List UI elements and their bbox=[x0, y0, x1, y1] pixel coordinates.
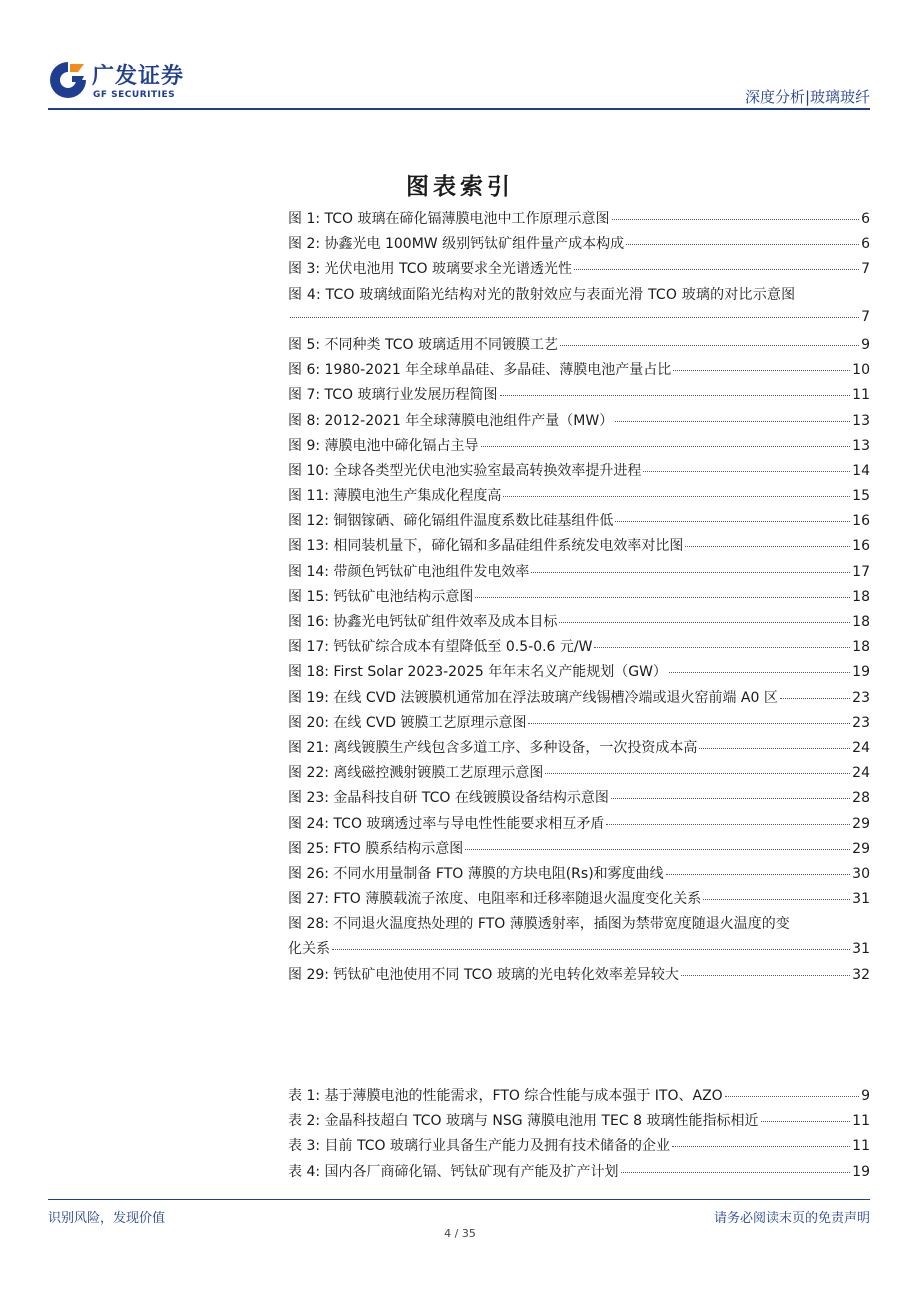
toc-leader-dots bbox=[500, 395, 851, 396]
toc-leader-dots bbox=[531, 572, 850, 573]
toc-entry[interactable] bbox=[288, 258, 870, 283]
toc-entry-label: 图 9: 薄膜电池中碲化镉占主导 bbox=[288, 437, 479, 454]
toc-entry[interactable] bbox=[288, 863, 870, 888]
toc-leader-dots bbox=[528, 723, 850, 724]
toc-entry[interactable] bbox=[288, 737, 870, 762]
toc-page-number: 31 bbox=[852, 891, 870, 908]
toc-entry-label-tail: 化关系 bbox=[288, 941, 330, 958]
toc-entry[interactable] bbox=[288, 1135, 870, 1160]
toc-leader-dots bbox=[503, 496, 850, 497]
toc-entry-label: 图 12: 铜铟镓硒、碲化镉组件温度系数比硅基组件低 bbox=[288, 513, 614, 530]
toc-page-number: 18 bbox=[852, 614, 870, 630]
footer-disclaimer: 请务必阅读末页的免责声明 bbox=[713, 1211, 870, 1226]
toc-entry[interactable] bbox=[288, 611, 870, 636]
toc-entry[interactable] bbox=[288, 687, 870, 712]
toc-entry[interactable] bbox=[288, 485, 870, 510]
toc-entry[interactable] bbox=[288, 208, 870, 233]
toc-page-number: 6 bbox=[861, 211, 870, 227]
toc-page-number: 23 bbox=[852, 714, 870, 731]
toc-leader-dots bbox=[672, 1146, 850, 1147]
gf-logo bbox=[48, 58, 198, 104]
toc-entry-label: 图 13: 相同装机量下，碲化镉和多晶硅组件系统发电效率对比图 bbox=[288, 538, 684, 555]
toc-leader-dots bbox=[761, 1121, 851, 1122]
toc-page-number: 11 bbox=[852, 1138, 870, 1155]
toc-leader-dots bbox=[611, 798, 850, 799]
toc-entry-label: 图 6: 1980-2021 年全球单晶硅、多晶硅、薄膜电池产量占比 bbox=[288, 362, 672, 379]
toc-page-number: 14 bbox=[852, 462, 870, 479]
toc-entry-label: 表 2: 金晶科技超白 TCO 玻璃与 NSG 薄膜电池用 TEC 8 玻璃性能指标相近 bbox=[288, 1113, 759, 1130]
toc-page-number: 9 bbox=[861, 336, 870, 353]
toc-page-number: 24 bbox=[852, 765, 870, 782]
toc-entry-label: 图 15: 钙钛矿电池结构示意图 bbox=[288, 588, 474, 605]
toc-entry[interactable] bbox=[288, 838, 870, 863]
toc-entry-label: 图 24: TCO 玻璃透过率与导电性性能要求相互矛盾 bbox=[288, 815, 605, 832]
toc-entry-label: 图 27: FTO 薄膜载流子浓度、电阻率和迁移率随退火温度变化关系 bbox=[288, 891, 702, 908]
toc-entry[interactable] bbox=[288, 535, 870, 560]
toc-leader-dots bbox=[621, 1172, 851, 1173]
footer-divider bbox=[48, 1199, 870, 1200]
toc-entry-label: 图 5: 不同种类 TCO 玻璃适用不同镀膜工艺 bbox=[288, 336, 558, 353]
toc-entry-label: 图 22: 离线磁控溅射镀膜工艺原理示意图 bbox=[288, 765, 544, 782]
footer-slogan: 识别风险，发现价值 bbox=[48, 1211, 166, 1226]
toc-entry-label: 图 16: 协鑫光电钙钛矿组件效率及成本目标 bbox=[288, 614, 558, 630]
toc-entry-label: 图 18: First Solar 2023-2025 年年末名义产能规划（GW） bbox=[288, 664, 667, 681]
toc-page-number: 31 bbox=[852, 941, 870, 958]
toc-page-number: 7 bbox=[861, 308, 870, 325]
toc-entry[interactable] bbox=[288, 284, 870, 334]
toc-entry[interactable] bbox=[288, 913, 870, 963]
toc-leader-dots bbox=[673, 370, 850, 371]
toc-entry[interactable] bbox=[288, 636, 870, 661]
toc-entry[interactable] bbox=[288, 435, 870, 460]
toc-leader-dots bbox=[290, 317, 859, 318]
toc-entry[interactable] bbox=[288, 561, 870, 586]
toc-page-number: 17 bbox=[852, 563, 870, 580]
toc-page-number: 16 bbox=[852, 513, 870, 530]
toc-page-number: 18 bbox=[852, 639, 870, 656]
toc-entry-label: 表 4: 国内各厂商碲化镉、钙钛矿现有产能及扩产计划 bbox=[288, 1163, 619, 1180]
toc-leader-dots bbox=[612, 219, 860, 220]
toc-entry[interactable] bbox=[288, 460, 870, 485]
toc-leader-dots bbox=[699, 748, 850, 749]
toc-entry[interactable] bbox=[288, 1085, 870, 1110]
gf-logo-icon bbox=[48, 60, 88, 100]
toc-leader-dots bbox=[594, 647, 850, 648]
toc-leader-dots bbox=[615, 521, 850, 522]
toc-page-number: 7 bbox=[861, 261, 870, 278]
toc-entry-label: 图 19: 在线 CVD 法镀膜机通常加在浮法玻璃产线锡槽冷端或退火窑前端 A0 区 bbox=[288, 689, 778, 706]
toc-entry-label: 图 21: 离线镀膜生产线包含多道工序、多种设备，一次投资成本高 bbox=[288, 739, 698, 756]
toc-page-number: 29 bbox=[852, 840, 870, 857]
toc-entry[interactable] bbox=[288, 1110, 870, 1135]
toc-entry-label: 图 23: 金晶科技自研 TCO 在线镀膜设备结构示意图 bbox=[288, 790, 609, 807]
toc-page-number: 11 bbox=[852, 1113, 870, 1130]
page-number: 4 / 35 bbox=[444, 1227, 476, 1240]
toc-entry[interactable] bbox=[288, 762, 870, 787]
toc-leader-dots bbox=[725, 1096, 859, 1097]
toc-leader-dots bbox=[465, 849, 850, 850]
toc-entry-label: 表 3: 目前 TCO 玻璃行业具备生产能力及拥有技术储备的企业 bbox=[288, 1138, 670, 1155]
toc-page-number: 6 bbox=[861, 236, 870, 253]
toc-entry-label: 图 11: 薄膜电池生产集成化程度高 bbox=[288, 488, 502, 505]
toc-page-number: 24 bbox=[852, 739, 870, 756]
toc-leader-dots bbox=[685, 546, 850, 547]
toc-entry[interactable] bbox=[288, 586, 870, 611]
toc-page-number: 28 bbox=[852, 790, 870, 807]
toc-entry-label: 图 10: 全球各类型光伏电池实验室最高转换效率提升进程 bbox=[288, 462, 642, 479]
toc-page-number: 16 bbox=[852, 538, 870, 555]
toc-page-number: 13 bbox=[852, 437, 870, 454]
toc-entry-label: 图 17: 钙钛矿综合成本有望降低至 0.5-0.6 元/W bbox=[288, 639, 593, 656]
toc-leader-dots bbox=[669, 672, 850, 673]
page-title: 图表索引 bbox=[406, 174, 514, 200]
header-divider bbox=[48, 108, 870, 110]
toc-leader-dots bbox=[666, 874, 851, 875]
figure-index-list bbox=[288, 208, 870, 989]
toc-entry[interactable] bbox=[288, 233, 870, 258]
toc-leader-dots bbox=[615, 421, 850, 422]
toc-entry-label: 图 14: 带颜色钙钛矿电池组件发电效率 bbox=[288, 563, 530, 580]
toc-page-number: 9 bbox=[861, 1088, 870, 1104]
toc-leader-dots bbox=[481, 446, 851, 447]
toc-page-number: 19 bbox=[852, 1163, 870, 1180]
toc-page-number: 18 bbox=[852, 588, 870, 605]
report-type: 深度分析|玻璃玻纤 bbox=[744, 88, 870, 106]
toc-leader-dots bbox=[545, 773, 850, 774]
toc-entry[interactable] bbox=[288, 813, 870, 838]
toc-leader-dots bbox=[780, 698, 850, 699]
toc-entry[interactable] bbox=[288, 964, 870, 989]
toc-entry-label: 图 8: 2012-2021 年全球薄膜电池组件产量（MW） bbox=[288, 412, 614, 429]
toc-page-number: 29 bbox=[852, 815, 870, 832]
toc-entry[interactable] bbox=[288, 359, 870, 384]
toc-page-number: 11 bbox=[852, 387, 870, 404]
toc-leader-dots bbox=[332, 949, 850, 950]
toc-leader-dots bbox=[643, 471, 850, 472]
toc-entry-label: 图 7: TCO 玻璃行业发展历程简图 bbox=[288, 387, 498, 404]
toc-leader-dots bbox=[681, 975, 850, 976]
toc-entry-label: 图 20: 在线 CVD 镀膜工艺原理示意图 bbox=[288, 714, 527, 731]
toc-entry[interactable] bbox=[288, 1161, 870, 1186]
toc-entry-label: 图 4: TCO 玻璃绒面陷光结构对光的散射效应与表面光滑 TCO 玻璃的对比示意图 bbox=[288, 286, 796, 303]
table-index-list bbox=[288, 1085, 870, 1186]
toc-leader-dots bbox=[606, 824, 850, 825]
logo-text-en: GF SECURITIES bbox=[93, 90, 176, 100]
toc-page-number: 23 bbox=[852, 689, 870, 706]
toc-page-number: 19 bbox=[852, 664, 870, 681]
toc-leader-dots bbox=[626, 244, 859, 245]
toc-entry-label: 图 1: TCO 玻璃在碲化镉薄膜电池中工作原理示意图 bbox=[288, 211, 610, 227]
logo-text-cn: 广发证券 bbox=[92, 64, 185, 89]
toc-page-number: 32 bbox=[852, 966, 870, 983]
toc-entry[interactable] bbox=[288, 787, 870, 812]
toc-entry[interactable] bbox=[288, 888, 870, 913]
toc-page-number: 15 bbox=[852, 488, 870, 505]
toc-entry[interactable] bbox=[288, 410, 870, 435]
toc-page-number: 30 bbox=[852, 865, 870, 882]
toc-leader-dots bbox=[560, 345, 859, 346]
toc-leader-dots bbox=[703, 899, 850, 900]
toc-entry-label: 图 3: 光伏电池用 TCO 玻璃要求全光谱透光性 bbox=[288, 261, 572, 278]
toc-leader-dots bbox=[475, 597, 850, 598]
toc-entry-label: 表 1: 基于薄膜电池的性能需求，FTO 综合性能与成本强于 ITO、AZO bbox=[288, 1088, 723, 1104]
toc-entry[interactable] bbox=[288, 661, 870, 686]
toc-entry-label: 图 2: 协鑫光电 100MW 级别钙钛矿组件量产成本构成 bbox=[288, 236, 625, 253]
toc-entry[interactable] bbox=[288, 712, 870, 737]
toc-entry-label: 图 28: 不同退火温度热处理的 FTO 薄膜透射率，插图为禁带宽度随退火温度的变 bbox=[288, 916, 790, 933]
page-header bbox=[48, 58, 870, 108]
toc-entry-label: 图 29: 钙钛矿电池使用不同 TCO 玻璃的光电转化效率差异较大 bbox=[288, 966, 679, 983]
toc-page-number: 10 bbox=[852, 362, 870, 379]
toc-entry-label: 图 25: FTO 膜系结构示意图 bbox=[288, 840, 464, 857]
toc-entry[interactable] bbox=[288, 334, 870, 359]
toc-entry-label: 图 26: 不同水用量制备 FTO 薄膜的方块电阻(Rs)和雾度曲线 bbox=[288, 865, 664, 882]
toc-leader-dots bbox=[559, 622, 850, 623]
toc-entry[interactable] bbox=[288, 510, 870, 535]
toc-page-number: 13 bbox=[852, 412, 870, 429]
toc-leader-dots bbox=[574, 269, 859, 270]
toc-entry[interactable] bbox=[288, 384, 870, 409]
